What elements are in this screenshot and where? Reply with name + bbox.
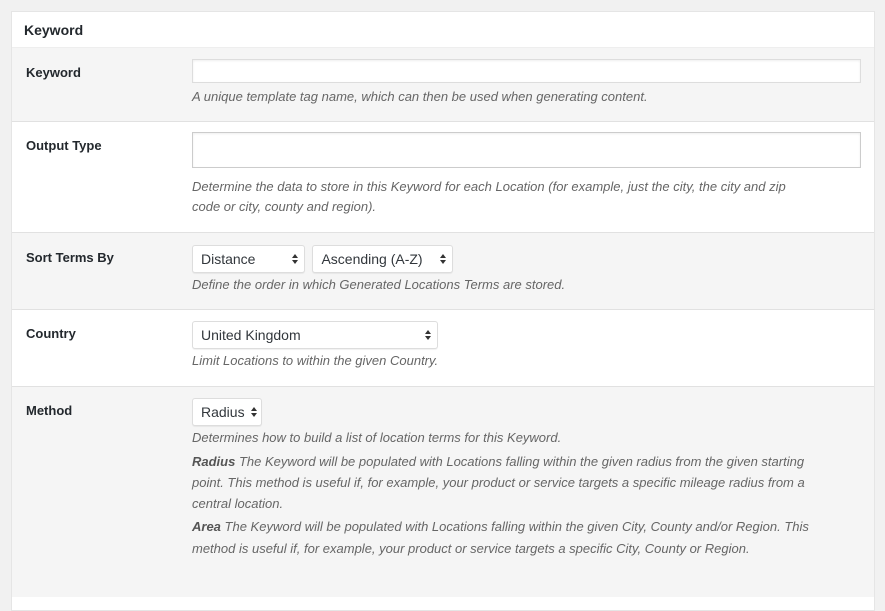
area-line2: method is useful if, for example, your product or service targets a specific City, County or Region.: [192, 541, 750, 556]
radius-line2: point. This method is useful if, for example, your product or service targets a specific mileage radius from a: [192, 475, 805, 490]
country-description: Limit Locations to within the given Country.: [192, 353, 439, 368]
country-select-value: United Kingdom: [201, 327, 301, 343]
sort-order-select[interactable]: [312, 245, 453, 273]
sort-order-select-value: Ascending (A-Z): [321, 251, 423, 267]
country-field: [192, 310, 874, 386]
method-field: [192, 387, 874, 597]
keyword-description: A unique template tag name, which can then be used when generating content.: [192, 89, 648, 104]
sort-terms-description: Define the order in which Generated Locations Terms are stored.: [192, 277, 566, 292]
select-arrows-icon: [424, 330, 432, 340]
output-type-row: [12, 122, 874, 233]
keyword-label: Keyword: [26, 65, 81, 80]
sort-terms-field: [192, 233, 874, 309]
keyword-input[interactable]: [192, 59, 861, 83]
output-type-description: [192, 177, 861, 217]
country-select[interactable]: [192, 321, 438, 349]
output-type-description-line2: code or city, county and region).: [192, 199, 377, 214]
method-radius-description: [192, 451, 859, 514]
select-arrows-icon: [439, 254, 447, 264]
select-arrows-icon: [250, 407, 258, 417]
method-description: Determines how to build a list of location terms for this Keyword.: [192, 430, 562, 445]
output-type-description-line1: Determine the data to store in this Keyword for each Location (for example, just the city, the city and zip: [192, 179, 786, 194]
select-arrows-icon: [291, 254, 299, 264]
method-area-description: [192, 516, 859, 560]
output-type-field: [192, 122, 876, 232]
sort-terms-label: Sort Terms By: [26, 250, 114, 265]
sort-terms-selects: [192, 245, 859, 273]
keyword-row: [12, 48, 874, 122]
sort-field-select[interactable]: [192, 245, 305, 273]
area-line1: The Keyword will be populated with Locations falling within the given City, County and/or Region. This: [220, 519, 809, 534]
radius-line1: The Keyword will be populated with Locations falling within the given radius from the given starting: [235, 454, 805, 469]
sort-terms-row: [12, 233, 874, 310]
method-row: [12, 387, 874, 597]
sort-field-select-value: Distance: [201, 251, 256, 267]
output-type-input[interactable]: [192, 132, 861, 168]
radius-line3: central location.: [192, 496, 284, 511]
keyword-settings-panel: [11, 11, 875, 611]
country-row: [12, 310, 874, 387]
country-label: Country: [26, 326, 76, 341]
output-type-label: Output Type: [26, 138, 102, 153]
section-title: Keyword: [12, 12, 874, 48]
method-select[interactable]: [192, 398, 262, 426]
method-label: Method: [26, 403, 73, 418]
method-select-value: Radius: [201, 404, 245, 420]
radius-title: Radius: [192, 454, 236, 469]
keyword-field: [192, 48, 876, 121]
area-title: Area: [192, 519, 221, 534]
